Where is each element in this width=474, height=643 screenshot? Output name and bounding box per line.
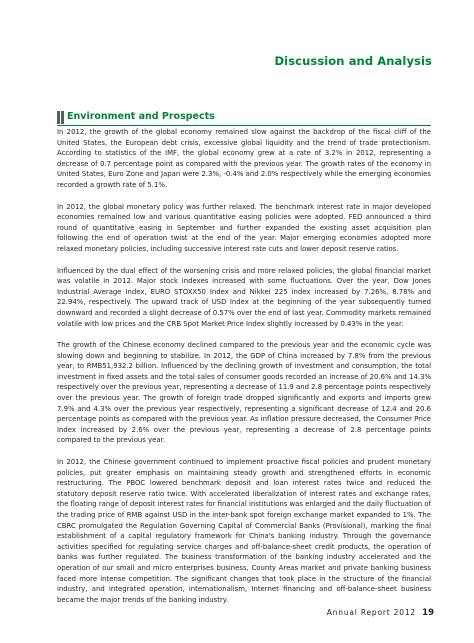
page-number: 19 [422, 608, 434, 618]
paragraph-chinese-economy: The growth of the Chinese economy declined compared to the previous year and the economic cycle was slowing down and beginning to stabilize. In 2012, the GDP of China increased by 7.8% from the previous year, to RMB51,932.2 billion. Influenced by the declining growth of investment and consumption, the total investment in fixed assets and the total sales of consumer goods recorded an increase of 20.6% and 14.3% respectively over the previous year, representing a decrease of 11.9 and 2.8 percentage points respectively over the previous year. The growth of foreign trade dropped significantly and exports and imports grew 7.9% and 4.3% over the previous year respectively, representing a significant decrease of 12.4 and 20.6 percentage points as compared with the previous year. As inflation pressure decreased, the Consumer Price Index increased by 2.6% over the previous year, representing a decrease of 2.8 percentage points compared to the previous year. [57, 341, 431, 445]
page-footer [327, 608, 434, 618]
paragraph-chinese-policy: In 2012, the Chinese government continued to implement proactive fiscal policies and prudent monetary policies, put greater emphasis on maintaining steady growth and strengthened efforts in economic restructuring. The PBOC lowered benchmark deposit and loan interest rates twice and reduced the statutory deposit reserve ratio twice. With accelerated liberalization of interest rates and exchange rates, the floating range of deposit interest rates for financial institutions was enlarged and the daily fluctuation of the trading price of RMB against USD in the inter-bank spot foreign exchange market expanded to 1%. The CBRC promulgated the Regulation Governing Capital of Commercial Banks (Provisional), marking the final establishment of a capital regulatory framework for China's banking industry. Through the governance activities specified for regulating service charges and off-balance-sheet credit products, the operation of banks was further regulated. The business transformation of the banking industry accelerated and the operation of our small and micro enterprises business, County Areas market and private banking business faced more intense competition. The significant changes that took place in the structure of the financial industry, and integrated operation, internationalism, Internet financing and off-balance-sheet business became the major trends of the banking industry. [57, 458, 431, 604]
page-title: Discussion and Analysis [274, 54, 432, 68]
body-text [57, 127, 431, 616]
paragraph-global-economy: In 2012, the growth of the global economy remained slow against the backdrop of the fiscal cliff of the United States, the European debt crisis, excessive global liquidity and the trend of trade protectionism. According to statistics of the IMF, the global economy grew at a rate of 3.2% in 2012, representing a decrease of 0.7 percentage point as compared with the previous year. The growth rates of the economy in United States, Euro Zone and Japan were 2.3%, -0.4% and 2.0% respectively while the emerging economies recorded a growth rate of 5.1%. [57, 128, 431, 189]
section-title: Environment and Prospects [67, 111, 215, 122]
paragraph-monetary-policy: In 2012, the global monetary policy was further relaxed. The benchmark interest rate in major developed economies remained low and various quantitative easing policies were adopted. FED announced a third round of quantitative easing in September and further expanded the existing asset acquisition plan following the end of operation twist at the end of the year. Major emerging economies adopted more relaxed monetary policies, including successive interest rate cuts and lower deposit reserve ratios. [57, 202, 431, 253]
report-label: Annual Report 2012 [326, 608, 416, 617]
section-marker-icon [57, 111, 64, 124]
paragraph-financial-market: Influenced by the dual effect of the worsening crisis and more relaxed policies, the global financial market was volatile in 2012. Major stock indexes increased with some fluctuations. Over the year, Dow Jones Industrial Average Index, EURO STOXX50 Index and Nikkei 225 index increased by 7.26%, 8.78% and 22.94%, respectively. The upward track of USD Index at the beginning of the year subsequently turned downward and recorded a slight decrease of 0.57% over the end of last year. Commodity markets remained volatile with low prices and the CRB Spot Market Price Index slightly increased by 0.43% in the year. [57, 266, 431, 328]
section-heading [57, 110, 431, 126]
